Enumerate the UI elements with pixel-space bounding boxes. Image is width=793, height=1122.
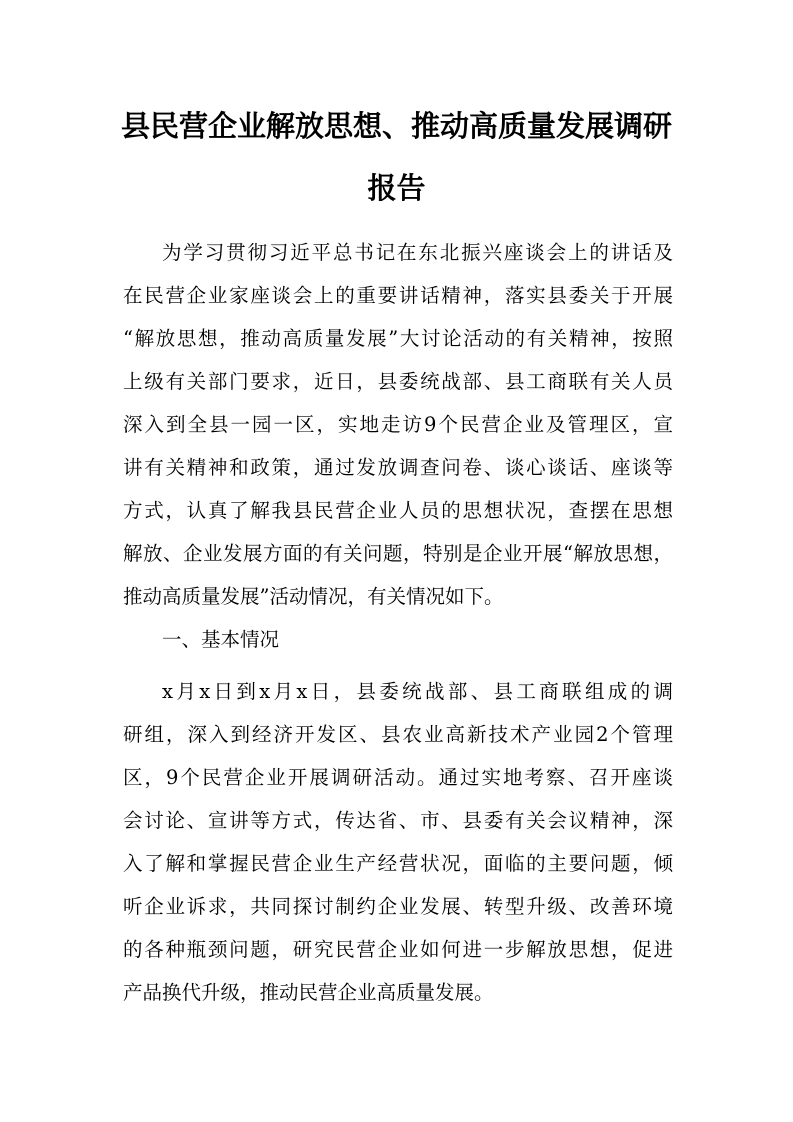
paragraph-line: 入了解和掌握民营企业生产经营状况，面临的主要问题，倾 bbox=[123, 852, 673, 875]
paragraph-line: 区，9个民营企业开展调研活动。通过实地考察、召开座谈 bbox=[123, 766, 673, 789]
paragraph-line: 研组，深入到经济开发区、县农业高新技术产业园2个管理 bbox=[123, 723, 673, 746]
paragraph-line: 会讨论、宣讲等方式，传达省、市、县委有关会议精神，深 bbox=[123, 809, 673, 832]
document-title-line-2: 报告 bbox=[367, 171, 426, 205]
document-title-line-1: 县民营企业解放思想、推动高质量发展调研 bbox=[120, 109, 672, 143]
paragraph-line: 推动高质量发展”活动情况，有关情况如下。 bbox=[123, 585, 504, 608]
paragraph-line: 上级有关部门要求，近日，县委统战部、县工商联有关人员 bbox=[123, 370, 673, 393]
paragraph-line: x月x日到x月x日，县委统战部、县工商联组成的调 bbox=[162, 680, 673, 703]
paragraph-line: 讲有关精神和政策，通过发放调查问卷、谈心谈话、座谈等 bbox=[123, 456, 673, 479]
paragraph-line: 的各种瓶颈问题，研究民营企业如何进一步解放思想，促进 bbox=[123, 938, 673, 961]
section-heading-basic-situation: 一、基本情况 bbox=[162, 628, 280, 651]
paragraph-line: 产品换代升级，推动民营企业高质量发展。 bbox=[123, 981, 494, 1004]
paragraph-line: 为学习贯彻习近平总书记在东北振兴座谈会上的讲话及 bbox=[162, 241, 673, 264]
paragraph-line: 方式，认真了解我县民营企业人员的思想状况，查摆在思想 bbox=[123, 499, 673, 522]
paragraph-line: “解放思想，推动高质量发展”大讨论活动的有关精神，按照 bbox=[123, 327, 673, 350]
paragraph-line: 听企业诉求，共同探讨制约企业发展、转型升级、改善环境 bbox=[123, 895, 673, 918]
paragraph-line: 在民营企业家座谈会上的重要讲话精神，落实县委关于开展 bbox=[123, 284, 673, 307]
paragraph-line: 解放、企业发展方面的有关问题，特别是企业开展“解放思想， bbox=[123, 542, 673, 565]
paragraph-line: 深入到全县一园一区，实地走访9个民营企业及管理区，宣 bbox=[123, 413, 673, 436]
